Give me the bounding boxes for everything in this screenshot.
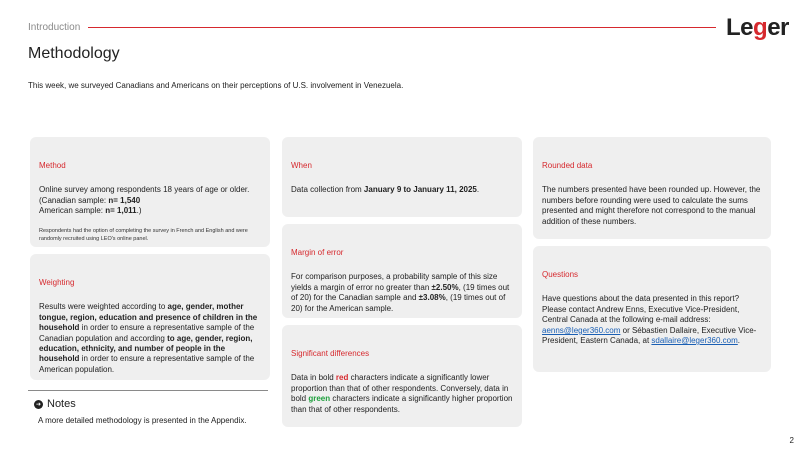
header-rule bbox=[88, 27, 716, 28]
leger-logo bbox=[726, 14, 789, 42]
section-label: Introduction bbox=[28, 22, 81, 33]
green-word: green bbox=[308, 394, 331, 404]
red-word: red bbox=[335, 373, 349, 383]
rounded-title: Rounded data bbox=[542, 161, 593, 170]
logo-part-2: er bbox=[767, 14, 789, 41]
notes-heading bbox=[34, 398, 76, 410]
arrow-circle-icon: ➜ bbox=[35, 401, 42, 408]
method-line-2: (Canadian sample: n= 1,540 bbox=[39, 195, 141, 205]
questions-text: Have questions about the data presented in this report? Please contact Andrew Enns, Executive Vice-President, Central Canada at the following e-mail address: aenns@leger360.com or Sébastien Dallaire, Executive Vice-President, Eastern Canada, at sdallaire@leger360.com. bbox=[542, 294, 757, 346]
notes-text: A more detailed methodology is presented in the Appendix. bbox=[38, 416, 247, 425]
questions-card bbox=[533, 246, 771, 372]
significant-card bbox=[282, 325, 522, 427]
rounded-card bbox=[533, 137, 771, 239]
method-card bbox=[30, 137, 270, 247]
when-text: Data collection from January 9 to January 11, 2025. bbox=[291, 185, 480, 195]
email-link-sdallaire[interactable]: sdallaire@leger360.com bbox=[651, 336, 738, 346]
questions-title: Questions bbox=[542, 270, 579, 279]
intro-text: This week, we surveyed Canadians and Americans on their perceptions of U.S. involvement in Venezuela. bbox=[28, 81, 404, 90]
when-title: When bbox=[291, 161, 312, 170]
margin-text: For comparison purposes, a probability sample of this size yields a margin of error no greater than ±2.50%, (19 times out of 20) for the Canadian sample and ±3.08%, (19 times out of 20) for the American sample. bbox=[291, 272, 510, 313]
when-card bbox=[282, 137, 522, 217]
page-title: Methodology bbox=[28, 45, 120, 62]
margin-card bbox=[282, 224, 522, 318]
logo-part-g: g bbox=[753, 14, 768, 41]
page-number: 2 bbox=[789, 436, 794, 445]
logo-part-1: Le bbox=[726, 14, 754, 41]
notes-divider bbox=[28, 390, 268, 391]
method-note: Respondents had the option of completing the survey in French and English and were randomly recruited using LEO's online panel. bbox=[39, 227, 248, 242]
margin-title: Margin of error bbox=[291, 248, 344, 257]
weighting-text: Results were weighted according to age, gender, mother tongue, region, education and presence of children in the household in order to ensure a representative sample of the Canadian population and according to age, gender, region, education, ethnicity, and number of people in the household in order to ensure a representative sample of the American population. bbox=[39, 302, 258, 374]
weighting-title: Weighting bbox=[39, 278, 75, 287]
rounded-text: The numbers presented have been rounded up. However, the numbers before rounding were used to calculate the sums presented and might therefore not correspond to the manual addition of these numbers. bbox=[542, 185, 761, 226]
significant-title: Significant differences bbox=[291, 349, 370, 358]
method-title: Method bbox=[39, 161, 66, 170]
method-line-3: American sample: n= 1,011.) bbox=[39, 206, 142, 216]
notes-title: Notes bbox=[47, 398, 76, 410]
significant-text: Data in bold red characters indicate a significantly lower proportion than that of other respondents. Conversely, data in bold green characters indicate a significantly higher proportion than that of other respondents. bbox=[291, 373, 513, 414]
weighting-card bbox=[30, 254, 270, 380]
email-link-aenns[interactable]: aenns@leger360.com bbox=[542, 325, 621, 335]
method-line-1: Online survey among respondents 18 years of age or older. bbox=[39, 185, 250, 195]
